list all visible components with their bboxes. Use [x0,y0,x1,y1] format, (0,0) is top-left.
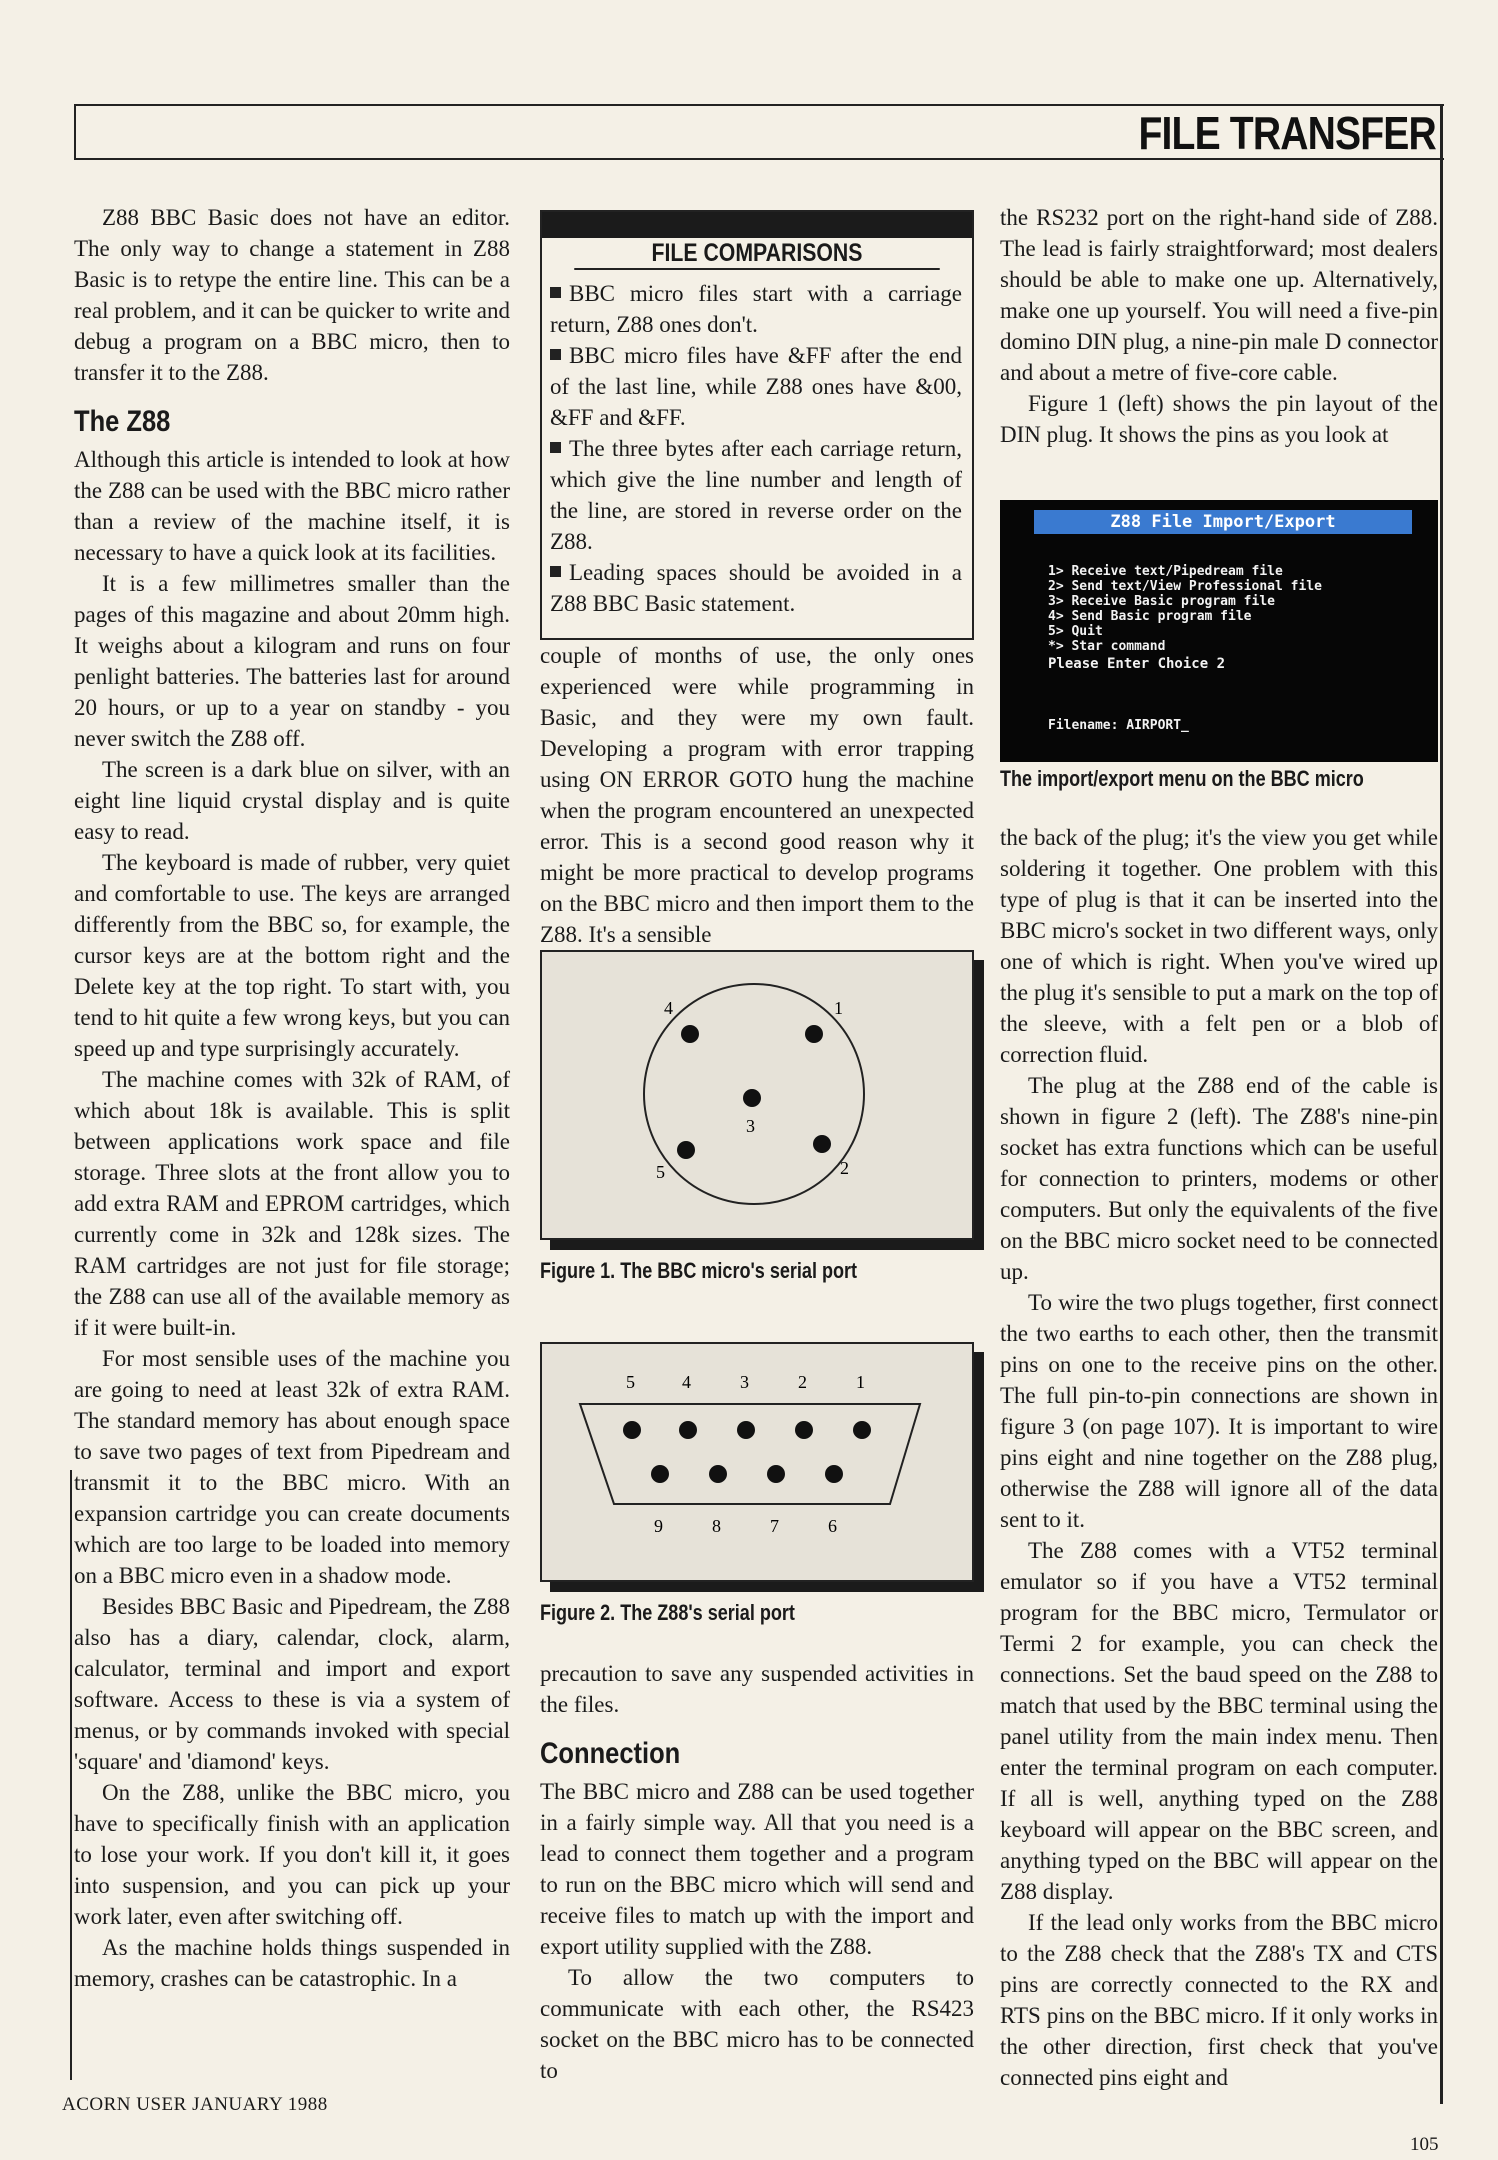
menu-item: 2> Send text/View Professional file [1048,579,1322,594]
box-item-text: BBC micro files have &FF after the end of the last line, while Z88 ones have &00, &FF and &FF. [550,343,962,430]
body-paragraph: the RS232 port on the right-hand side of Z88. The lead is fairly straightforward; most dealers should be able to make one up. Alternatively, make one up yourself. You will need a five-pin domino DIN plug, a nine-pin male D connector and about a metre of five-core cable. [1000,205,1438,385]
header-rule-left [74,104,76,160]
column-2-top [540,640,974,950]
pin-3 [743,1089,761,1107]
body-paragraph: The BBC micro and Z88 can be used together in a fairly simple way. All that you need is a lead to connect them together and a program to run on the BBC micro which will send and receive files to match up with the import and export utility supplied with the Z88. [540,1779,974,1959]
pin-4 [679,1421,697,1439]
box-list-item [550,278,962,340]
pin-7 [767,1465,785,1483]
pin-1 [853,1421,871,1439]
body-paragraph: Figure 1 (left) shows the pin layout of the DIN plug. It shows the pins as you look at [1000,391,1438,447]
import-export-screenshot [1000,500,1438,762]
menu-item: *> Star command [1048,639,1166,654]
column-rule [70,1470,72,2080]
box-item-text: BBC micro files start with a carriage return, Z88 ones don't. [550,281,962,337]
screen-menu [1048,564,1322,654]
pin-2 [813,1135,831,1153]
d-connector-diagram [542,1344,972,1580]
pin-label: 3 [740,1372,749,1392]
screen-prompt: Please Enter Choice 2 [1048,656,1226,672]
bullet-icon [550,566,561,577]
body-paragraph: The machine comes with 32k of RAM, of which about 18k is available. This is split between applications work space and file storage. Three slots at the front allow you to add extra RAM and EPROM cartridges, which currently come in 32k and 128k sizes. The RAM cartridges are not just for file storage; the Z88 can use all of the available memory as if it were built-in. [74,1067,510,1340]
pin-label: 7 [770,1516,779,1536]
pin-label: 4 [682,1372,691,1392]
section-title: FILE TRANSFER [1138,107,1436,159]
pin-4 [681,1025,699,1043]
box-header-bar [542,212,972,238]
heading-the-z88: The Z88 [74,405,171,438]
menu-item: 5> Quit [1048,624,1103,639]
box-item-text: Leading spaces should be avoided in a Z88 BBC Basic statement. [550,560,962,616]
figure-1 [540,950,974,1240]
pin-label: 3 [746,1116,755,1136]
body-paragraph: precaution to save any suspended activities in the files. [540,1661,974,1717]
pin-label: 9 [654,1516,663,1536]
body-paragraph: On the Z88, unlike the BBC micro, you have to specifically finish with an application to lose your work. If you don't kill it, it goes into suspension, and you can pick up your work later, even after switching off. [74,1780,510,1929]
body-paragraph: To allow the two computers to communicate with each other, the RS423 socket on the BBC micro has to be connected to [540,1965,974,2083]
menu-item: 4> Send Basic program file [1048,609,1252,624]
box-items [542,270,972,619]
file-comparisons-box [540,210,974,640]
body-paragraph: The plug at the Z88 end of the cable is shown in figure 2 (left). The Z88's nine-pin socket has extra functions which can be useful for connection to printers, modems or other computers. But only the equivalents of the five on the BBC micro socket need to be connected up. [1000,1073,1438,1284]
body-paragraph: The screen is a dark blue on silver, with an eight line liquid crystal display and is quite easy to read. [74,757,510,844]
pin-label: 5 [626,1372,635,1392]
footer-magazine: ACORN USER JANUARY 1988 [62,2094,328,2115]
connector-outline [580,1404,920,1504]
pin-6 [825,1465,843,1483]
pin-label: 5 [656,1162,665,1182]
pin-label: 6 [828,1516,837,1536]
heading-connection: Connection [540,1737,681,1770]
body-paragraph: As the machine holds things suspended in memory, crashes can be catastrophic. In a [74,1935,510,1991]
intro-paragraph: Z88 BBC Basic does not have an editor. The only way to change a statement in Z88 Basic is to retype the entire line. This can be a real problem, and it can be quicker to write and debug a program on a BBC micro, then to transfer it to the Z88. [74,205,510,385]
body-paragraph: The keyboard is made of rubber, very quiet and comfortable to use. The keys are arranged differently from the BBC so, for example, the cursor keys are at the bottom right and the Delete key at the top right. To start with, you tend to hit quite a few wrong keys, but you can speed up and type surprisingly accurately. [74,850,510,1061]
box-list-item [550,557,962,619]
page-number: 105 [1410,2134,1439,2155]
pin-label: 1 [834,998,843,1018]
box-title: FILE COMPARISONS [574,238,940,270]
body-paragraph: It is a few millimetres smaller than the pages of this magazine and about 20mm high. It weighs about a kilogram and runs on four penlight batteries. The batteries last for around 20 hours, or up to a year on standby - you never switch the Z88 off. [74,571,510,751]
menu-item: 3> Receive Basic program file [1048,594,1275,609]
column-3-bottom [1000,822,1438,2093]
pin-3 [737,1421,755,1439]
column-2-bottom [540,1658,974,2086]
bullet-icon [550,349,561,360]
figure-2-caption: Figure 2. The Z88's serial port [540,1600,795,1625]
body-paragraph: If the lead only works from the BBC micro to the Z88 check that the Z88's TX and CTS pins are correctly connected to the RX and RTS pins on the BBC micro. If it only works in the other direction, first check that you've connected pins eight and [1000,1910,1438,2090]
body-paragraph: Although this article is intended to look at how the Z88 can be used with the BBC micro rather than a review of the machine itself, it is necessary to have a quick look at its facilities. [74,447,510,565]
pin-2 [795,1421,813,1439]
column-3-top [1000,202,1438,450]
body-paragraph: Besides BBC Basic and Pipedream, the Z88 also has a diary, calendar, clock, alarm, calculator, terminal and import and export software. Access to these is via a system of menus, or by commands invoked with special 'square' and 'diamond' keys. [74,1594,510,1774]
figure-1-caption: Figure 1. The BBC micro's serial port [540,1258,858,1283]
column-1 [74,202,510,1994]
menu-item: 1> Receive text/Pipedream file [1048,564,1283,579]
pin-label: 1 [856,1372,865,1392]
box-list-item [550,340,962,433]
figure-2 [540,1342,974,1582]
body-paragraph: For most sensible uses of the machine you are going to need at least 32k of extra RAM. The standard memory has about enough space to save two pages of text from Pipedream and transmit it to the BBC micro. With an expansion cartridge you can create documents which are too large to be loaded into memory on a BBC micro even in a shadow mode. [74,1346,510,1588]
pin-9 [651,1465,669,1483]
pin-label: 4 [664,998,673,1018]
pin-5 [677,1141,695,1159]
pin-1 [805,1025,823,1043]
din-plug-diagram [542,952,972,1238]
pin-5 [623,1421,641,1439]
body-paragraph: the back of the plug; it's the view you get while soldering it together. One problem with this type of plug is that it can be inserted into the BBC micro's socket in two different ways, only one of which is right. When you've wired up the plug it's sensible to put a mark on the top of the sleeve, with a felt pen or a blob of correction fluid. [1000,825,1438,1067]
right-page-rule [1440,104,1443,2104]
screenshot-caption: The import/export menu on the BBC micro [1000,766,1364,791]
body-paragraph: The Z88 comes with a VT52 terminal emulator so if you have a VT52 terminal program for the BBC micro, Termulator or Termi 2 for example, you can check the connections. Set the baud speed on the Z88 to match that used by the BBC terminal using the panel utility from the main index menu. Then enter the terminal program on each computer. If all is well, anything typed on the Z88 keyboard will appear on the BBC screen, and anything typed on the BBC will appear on the Z88 display. [1000,1538,1438,1904]
bullet-icon [550,287,561,298]
box-item-text: The three bytes after each carriage return, which give the line number and length of the line, are stored in reverse order on the Z88. [550,436,962,554]
pin-8 [709,1465,727,1483]
pin-label: 2 [798,1372,807,1392]
body-paragraph: couple of months of use, the only ones experienced were while programming in Basic, and they were my own fault. Developing a program with error trapping using ON ERROR GOTO hung the machine when the program encountered an unexpected error. This is a second good reason why it might be more practical to develop programs on the BBC micro and then import them to the Z88. It's a sensible [540,643,974,947]
screen-title-bar: Z88 File Import/Export [1034,510,1412,534]
pin-label: 2 [840,1158,849,1178]
box-list-item [550,433,962,557]
bullet-icon [550,442,561,453]
pin-label: 8 [712,1516,721,1536]
body-paragraph: To wire the two plugs together, first connect the two earths to each other, then the transmit pins on one to the receive pins on the other. The full pin-to-pin connections are shown in figure 3 (on page 107). It is important to wire pins eight and nine together on the Z88 plug, otherwise the Z88 will ignore all of the data sent to it. [1000,1290,1438,1532]
screen-filename: Filename: AIRPORT_ [1048,718,1189,733]
